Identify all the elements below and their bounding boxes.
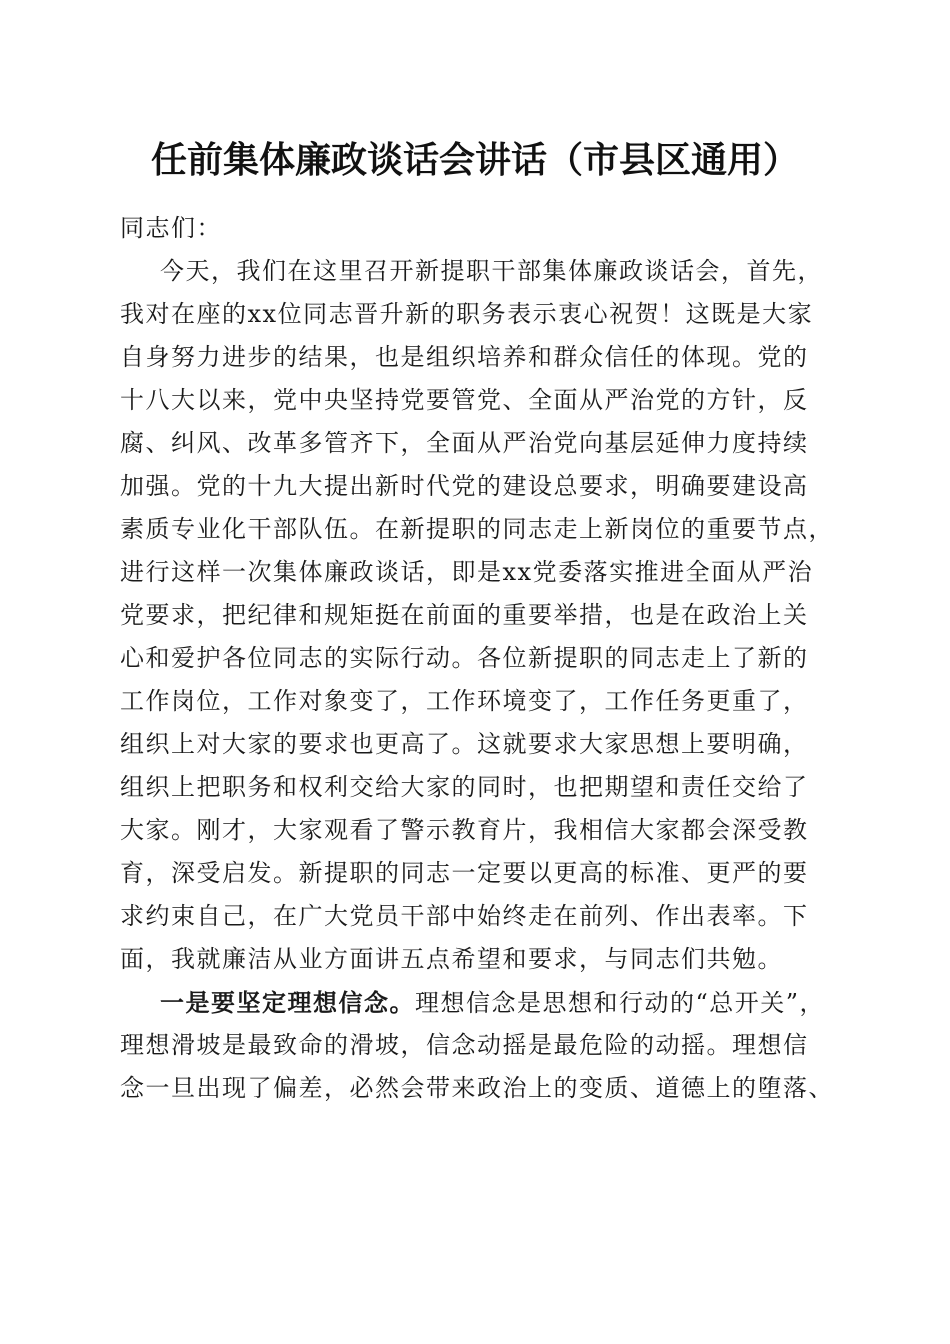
paragraph-line: 腐、纠风、改革多管齐下，全面从严治党向基层延伸力度持续 [120, 429, 809, 457]
paragraph-line: 素质专业化干部队伍。在新提职的同志走上新岗位的重要节点， [120, 515, 834, 543]
paragraph-line: 十八大以来，党中央坚持党要管党、全面从严治党的方针，反 [120, 386, 809, 414]
paragraph-line [120, 981, 840, 1024]
paragraph-line: 党要求，把纪律和规矩挺在前面的重要举措，也是在政治上关 [120, 601, 809, 629]
paragraph-point-one [120, 981, 840, 1110]
paragraph-line: 组织上把职务和权利交给大家的同时，也把期望和责任交给了 [120, 773, 809, 801]
paragraph-line: 大家。刚才，大家观看了警示教育片，我相信大家都会深受教 [120, 816, 809, 844]
paragraph-line: 理想滑坡是最致命的滑坡，信念动摇是最危险的动摇。理想信 [120, 1031, 809, 1059]
paragraph-line: 工作岗位，工作对象变了，工作环境变了，工作任务更重了， [120, 687, 809, 715]
paragraph-line: 心和爱护各位同志的实际行动。各位新提职的同志走上了新的 [120, 644, 809, 672]
paragraph-line: 自身努力进步的结果，也是组织培养和群众信任的体现。党的 [120, 343, 809, 371]
point-text: 理想信念是思想和行动的“总开关”， [415, 989, 826, 1017]
paragraph-line: 进行这样一次集体廉政谈话，即是xx党委落实推进全面从严治 [120, 558, 814, 586]
paragraph-line: 我对在座的xx位同志晋升新的职务表示衷心祝贺！这既是大家 [120, 300, 814, 328]
paragraph-line: 求约束自己，在广大党员干部中始终走在前列、作出表率。下 [120, 902, 809, 930]
document-body [120, 207, 840, 1110]
paragraph-opening [120, 250, 840, 981]
paragraph-line: 加强。党的十九大提出新时代党的建设总要求，明确要建设高 [120, 472, 809, 500]
salutation: 同志们： [120, 214, 222, 242]
paragraph-line: 面，我就廉洁从业方面讲五点希望和要求，与同志们共勉。 [120, 945, 783, 973]
document-title: 任前集体廉政谈话会讲话（市县区通用） [150, 139, 799, 181]
paragraph-line: 育，深受启发。新提职的同志一定要以更高的标准、更严的要 [120, 859, 809, 887]
point-heading: 一是要坚定理想信念。 [160, 988, 415, 1017]
paragraph-line: 念一旦出现了偏差，必然会带来政治上的变质、道德上的堕落、 [120, 1074, 834, 1102]
paragraph-line: 组织上对大家的要求也更高了。这就要求大家思想上要明确， [120, 730, 809, 758]
paragraph-line: 今天，我们在这里召开新提职干部集体廉政谈话会，首先， [160, 257, 823, 285]
